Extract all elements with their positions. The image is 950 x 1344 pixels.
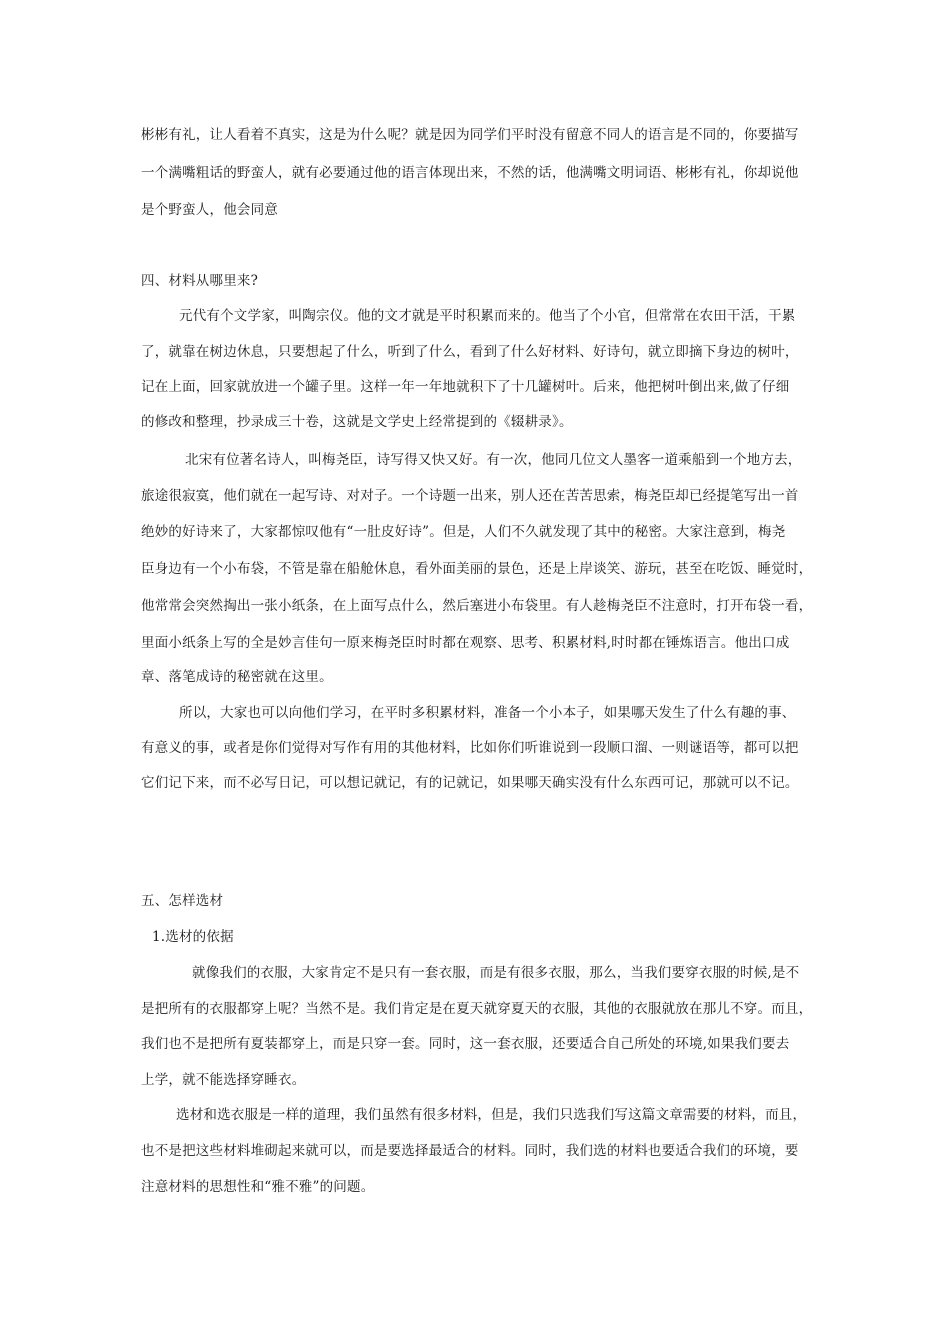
paragraph-line: 有意义的事，或者是你们觉得对写作有用的其他材料，比如你们听谁说到一段顺口溜、一则谜语等，都可以把 — [141, 740, 799, 756]
paragraph-line: 它们记下来，而不必写日记，可以想记就记，有的记就记，如果哪天确实没有什么东西可记，那就可以不记。 — [141, 775, 799, 791]
paragraph-line: 所以，大家也可以向他们学习，在平时多积累材料，准备一个小本子，如果哪天发生了什么有趣的事、 — [179, 705, 796, 721]
paragraph-line: 北宋有位著名诗人，叫梅尧臣，诗写得又快又好。有一次，他同几位文人墨客一道乘船到一个地方去， — [185, 452, 802, 468]
paragraph-line: 上学，就不能选择穿睡衣。 — [141, 1072, 306, 1088]
paragraph-line: 了，就靠在树边休息，只要想起了什么，听到了什么，看到了什么好材料、好诗句，就立即摘下身边的树叶， — [141, 344, 799, 360]
intro-line: 彬彬有礼，让人看着不真实，这是为什么呢？就是因为同学们平时没有留意不同人的语言是不同的，你要描写 — [141, 127, 799, 143]
paragraph-line: 的修改和整理，抄录成三十卷，这就是文学史上经常提到的《辍耕录》。 — [141, 414, 573, 430]
paragraph-line: 章、落笔成诗的秘密就在这里。 — [141, 669, 333, 685]
paragraph-line: 他常常会突然掏出一张小纸条，在上面写点什么，然后塞进小布袋里。有人趁梅尧臣不注意时，打开布袋一看， — [141, 598, 813, 614]
paragraph-line: 也不是把这些材料堆砌起来就可以，而是要选择最适合的材料。同时，我们选的材料也要适合我们的环境，要 — [141, 1143, 799, 1159]
section-5-heading: 五、怎样选材 — [141, 893, 224, 909]
paragraph-line: 元代有个文学家，叫陶宗仪。他的文才就是平时积累而来的。他当了个小官，但常常在农田干活，干累 — [179, 308, 796, 324]
paragraph-line: 是把所有的衣服都穿上呢？当然不是。我们肯定是在夏天就穿夏天的衣服，其他的衣服就放在那儿不穿。而且， — [141, 1001, 813, 1017]
paragraph-line: 旅途很寂寞，他们就在一起写诗、对对子。一个诗题一出来，别人还在苦苦思索，梅尧臣却已经提笔写出一首 — [141, 488, 799, 504]
intro-line: 一个满嘴粗话的野蛮人，就有必要通过他的语言体现出来，不然的话，他满嘴文明词语、彬彬有礼，你却说他 — [141, 165, 799, 181]
section-4-heading: 四、材料从哪里来? — [141, 273, 259, 289]
paragraph-line: 绝妙的好诗来了，大家都惊叹他有“一肚皮好诗”。但是，人们不久就发现了其中的秘密。大家注意到，梅尧 — [141, 524, 786, 540]
paragraph-line: 选材和选衣服是一样的道理，我们虽然有很多材料，但是，我们只选我们写这篇文章需要的材料，而且， — [176, 1107, 807, 1123]
section-5-subheading: 1.选材的依据 — [152, 929, 234, 945]
paragraph-line: 臣身边有一个小布袋，不管是靠在船舱休息，看外面美丽的景色，还是上岸谈笑、游玩，甚至在吃饭、睡觉时， — [141, 561, 813, 577]
paragraph-line: 就像我们的衣服，大家肯定不是只有一套衣服，而是有很多衣服，那么，当我们要穿衣服的时候,是不 — [192, 965, 800, 981]
intro-line: 是个野蛮人，他会同意 — [141, 202, 278, 218]
paragraph-line: 注意材料的思想性和“雅不雅”的问题。 — [141, 1179, 375, 1195]
paragraph-line: 记在上面，回家就放进一个罐子里。这样一年一年地就积下了十几罐树叶。后来，他把树叶倒出来,做了仔细 — [141, 379, 790, 395]
paragraph-line: 里面小纸条上写的全是妙言佳句一原来梅尧臣时时都在观察、思考、积累材料,时时都在锤炼语言。他出口成 — [141, 635, 790, 651]
paragraph-line: 我们也不是把所有夏装都穿上，而是只穿一套。同时，这一套衣服，还要适合自己所处的环境,如果我们要去 — [141, 1036, 790, 1052]
